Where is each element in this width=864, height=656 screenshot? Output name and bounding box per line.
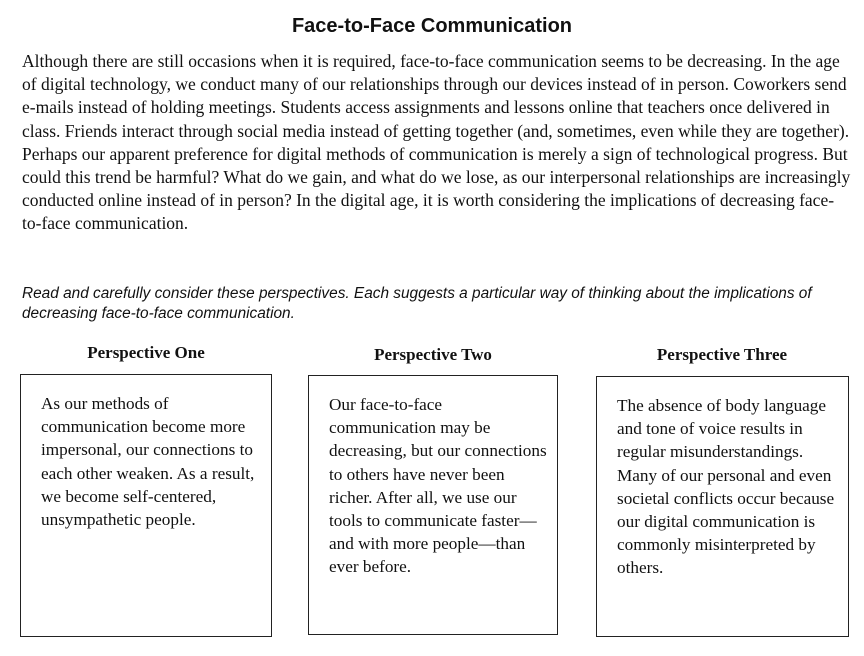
perspective-two-text: Our face-to-face communication may be decreasing, but our connections to others have never been richer. After all, we use our tools to communicate faster—and with more people—than ever before. — [329, 395, 547, 577]
perspective-one-box — [20, 374, 272, 637]
perspective-one-heading: Perspective One — [87, 343, 205, 362]
instructions-text: Read and carefully consider these perspectives. Each suggests a particular way of thinking about the implications of decreasing face-to-face communication. — [22, 285, 812, 322]
perspective-three-heading: Perspective Three — [656, 345, 788, 364]
perspective-three-text: The absence of body language and tone of voice results in regular misunderstandings. Many of our personal and even societal conflicts occur because our digital communication is commonly misinterpreted by others. — [617, 396, 835, 578]
intro-paragraph: Although there are still occasions when it is required, face-to-face communication seems to be decreasing. In the age of digital technology, we conduct many of our relationships through our devices instead of in person. Coworkers send e-mails instead of holding meetings. Students access assignments and lessons online that teachers once delivered in class. Friends interact through social media instead of getting together (and, sometimes, even while they are together). Perhaps our apparent preference for digital methods of communication is merely a sign of technological progress. But could this trend be harmful? What do we gain, and what do we lose, as our interpersonal relationships are increasingly conducted online instead of in person? In the digital age, it is worth considering the implications of decreasing face-to-face communication. — [22, 51, 851, 234]
perspective-two-box — [308, 375, 558, 635]
perspective-one-text: As our methods of communication become more impersonal, our connections to each other weaken. As a result, we become self-centered, unsympathetic people. — [41, 394, 255, 530]
perspective-two-heading: Perspective Two — [374, 345, 492, 364]
perspective-three-box — [596, 376, 849, 637]
page-title: Face-to-Face Communication — [291, 15, 573, 37]
